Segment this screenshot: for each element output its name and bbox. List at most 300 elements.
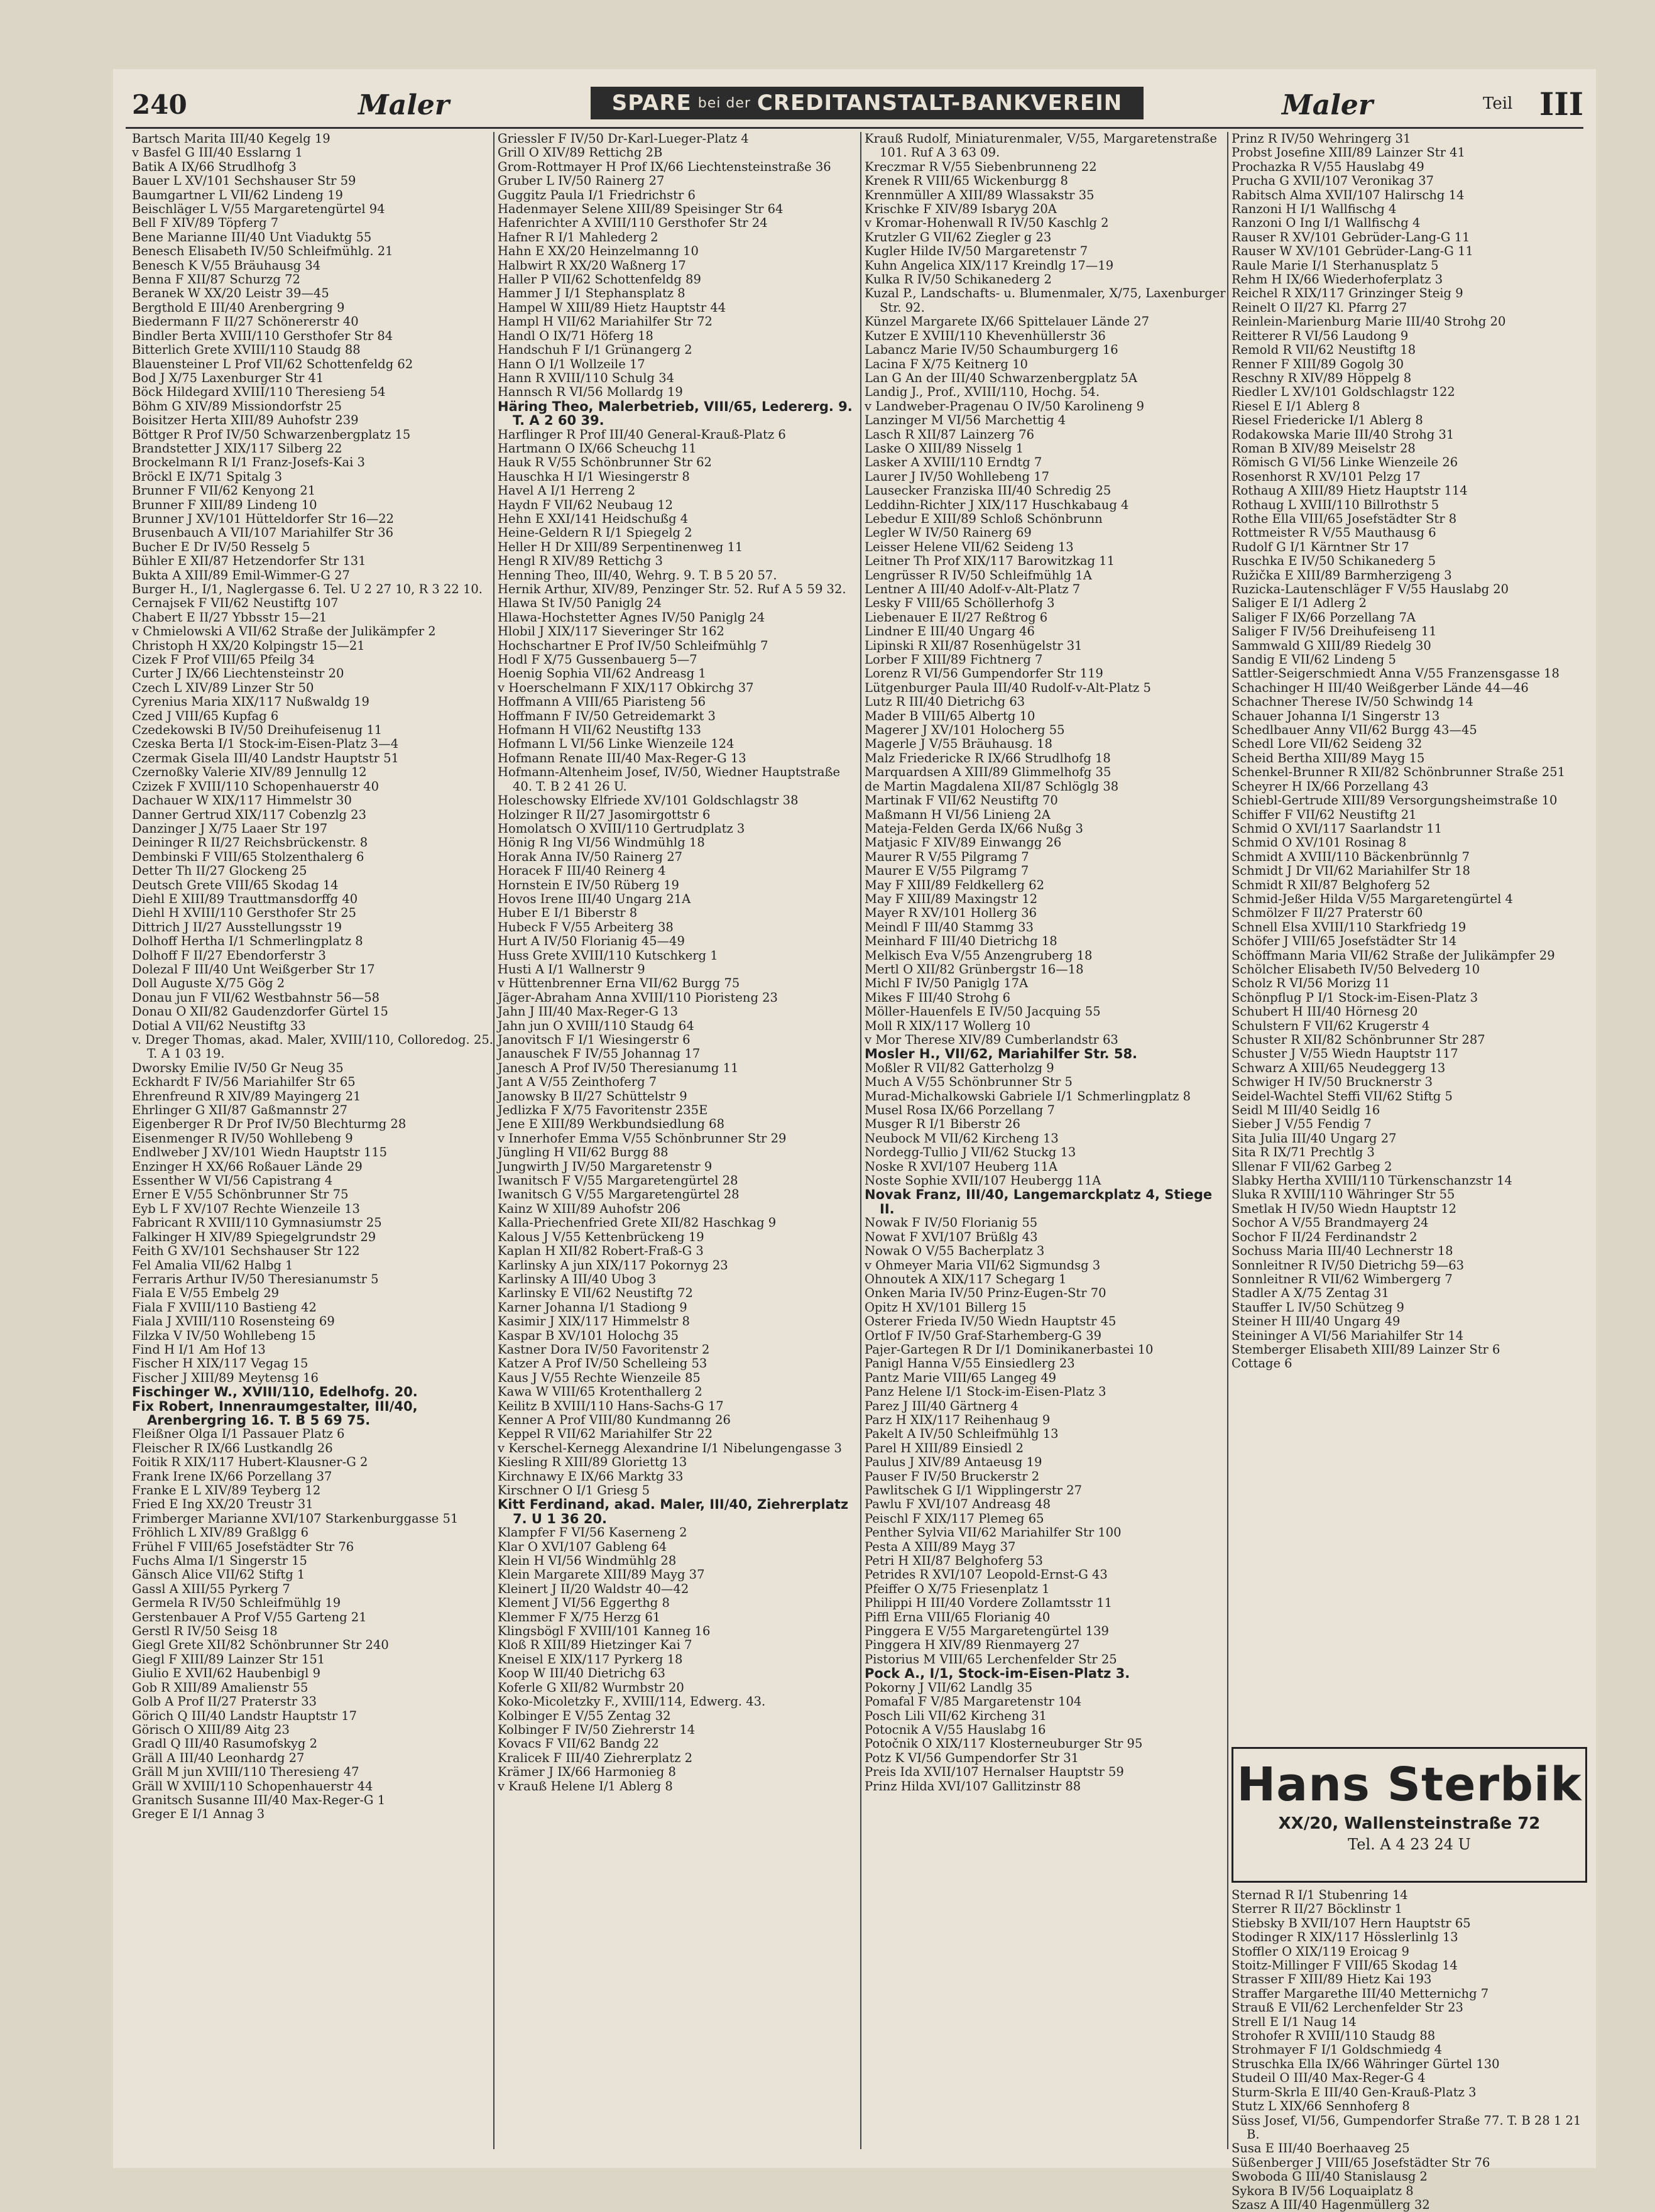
header-rule	[126, 127, 1583, 129]
directory-entry: Giegl F XIII/89 Lainzer Str 151	[132, 1651, 325, 1667]
directory-entry: Ohnoutek A XIX/117 Schegarg 1	[865, 1271, 1067, 1286]
directory-entry: Janesch A Prof IV/50 Theresianumg 11	[498, 1060, 739, 1075]
directory-entry: Eigenberger R Dr Prof IV/50 Blechturmg 28	[132, 1117, 407, 1132]
directory-entry: Preis Ida XVII/107 Hernalser Hauptstr 59	[865, 1765, 1124, 1780]
directory-entry: Maßmann H VI/56 Linieng 2A	[865, 807, 1051, 822]
directory-entry: Boisitzer Herta XIII/89 Auhofstr 239	[132, 413, 359, 428]
directory-entry: Ranzoni H I/1 Wallfischg 4	[1232, 202, 1397, 217]
directory-entry: Rodakowska Marie III/40 Strohg 31	[1232, 427, 1455, 442]
directory-entry: Fried E Ing XX/20 Treustr 31	[132, 1497, 314, 1512]
directory-entry: Lanzinger M VI/56 Marchettig 4	[865, 413, 1066, 428]
directory-entry: Dworsky Emilie IV/50 Gr Neug 35	[132, 1060, 344, 1075]
directory-entry: Diehl E XIII/89 Trauttmansdorffg 40	[132, 891, 358, 906]
directory-entry: Onken Maria IV/50 Prinz-Eugen-Str 70	[865, 1286, 1106, 1301]
directory-entry: Pakelt A IV/50 Schleifmühlg 13	[865, 1426, 1059, 1442]
directory-entry: Reinelt O II/27 Kl. Pfarrg 27	[1232, 300, 1407, 315]
directory-entry: Legler W IV/50 Rainerg 69	[865, 525, 1032, 540]
directory-entry: Hubeck F V/55 Arbeiterg 38	[498, 919, 674, 934]
directory-entry: v Hoerschelmann F XIX/117 Obkirchg 37	[498, 680, 754, 695]
directory-entry: Nordegg-Tullio J VII/62 Stuckg 13	[865, 1145, 1076, 1160]
directory-entry: Osterer Frieda IV/50 Wiedn Hauptstr 45	[865, 1314, 1117, 1329]
directory-entry: Hann O I/1 Wollzeile 17	[498, 356, 645, 371]
directory-entry: Danner Gertrud XIX/117 Cobenzlg 23	[132, 807, 366, 822]
directory-entry: Schmid-Jeßer Hilda V/55 Margaretengürtel 4	[1232, 891, 1513, 906]
directory-entry: Panigl Hanna V/55 Einsiedlerg 23	[865, 1356, 1075, 1371]
directory-entry: Essenther W VI/56 Capistrang 4	[132, 1173, 333, 1188]
directory-entry: Homolatsch O XVIII/110 Gertrudplatz 3	[498, 821, 745, 836]
directory-entry: Bitterlich Grete XVIII/110 Staudg 88	[132, 342, 361, 358]
directory-entry: Grom-Rottmayer H Prof IX/66 Liechtensteinstraße 36	[498, 159, 831, 174]
directory-entry: Schmidt J Dr VII/62 Mariahilfer Str 18	[1232, 863, 1470, 879]
directory-entry: Meinhard F III/40 Dietrichg 18	[865, 934, 1057, 949]
directory-page	[113, 69, 1596, 2212]
directory-entry: Krischke F XIV/89 Isbaryg 20A	[865, 202, 1057, 217]
directory-entry: Bröckl E IX/71 Spitalg 3	[132, 469, 283, 484]
directory-entry: Jedlizka F X/75 Favoritenstr 235E	[498, 1103, 708, 1118]
directory-entry: Sterrer R II/27 Böcklinstr 1	[1232, 1902, 1402, 1917]
directory-entry: Pajer-Gartegen R Dr I/1 Dominikanerbastei 10	[865, 1342, 1154, 1357]
directory-entry: Husti A I/1 Wallnerstr 9	[498, 961, 645, 977]
directory-entry: Foitik R XIX/117 Hubert-Klausner-G 2	[132, 1455, 368, 1470]
directory-entry: Pesta A XIII/89 Mayg 37	[865, 1539, 1016, 1554]
directory-entry: Greger E I/1 Annag 3	[132, 1807, 265, 1822]
directory-entry: Probst Josefine XIII/89 Lainzer Str 41	[1232, 145, 1465, 160]
directory-entry: Hauschka H I/1 Wiesingerstr 8	[498, 469, 690, 484]
directory-entry: Dolhoff F II/27 Ebendorferstr 3	[132, 948, 326, 963]
directory-entry: Sternad R I/1 Stubenring 14	[1232, 1888, 1408, 1902]
directory-entry: Stodinger R XIX/117 Hösslerlinlg 13	[1232, 1930, 1458, 1945]
directory-entry: Leitner Th Prof XIX/117 Barowitzkag 11	[865, 554, 1115, 569]
directory-entry: Magerle J V/55 Bräuhausg. 18	[865, 736, 1052, 752]
directory-entry: Klemmer F X/75 Herzg 61	[498, 1609, 661, 1624]
directory-entry: Maurer E V/55 Pilgramg 7	[865, 863, 1029, 879]
directory-entry: Brusenbauch A VII/107 Mariahilfer Str 36	[132, 525, 394, 540]
directory-entry: Giulio E XVII/62 Haubenbigl 9	[132, 1666, 320, 1681]
directory-entry: Straffer Margarethe III/40 Metternichg 7	[1232, 1986, 1489, 2001]
header-word-right: Maler	[1282, 89, 1374, 121]
directory-entry: Schmidt R XII/87 Belghoferg 52	[1232, 877, 1431, 892]
directory-entry: Rabitsch Alma XVII/107 Halirschg 14	[1232, 187, 1465, 202]
directory-entry: Böhm G XIV/89 Missiondorfstr 25	[132, 398, 342, 413]
banner-word-bank: CREDITANSTALT-BANKVEREIN	[756, 90, 1123, 116]
directory-entry: Stauffer L IV/50 Schützeg 9	[1232, 1300, 1404, 1315]
directory-entry: Stiebsky B XVII/107 Hern Hauptstr 65	[1232, 1915, 1471, 1930]
directory-entry: Schmid O XV/101 Rosinag 8	[1232, 835, 1407, 850]
directory-entry: Lacina F X/75 Keitnerg 10	[865, 356, 1028, 371]
directory-entry: Doll Auguste X/75 Gög 2	[132, 976, 285, 991]
directory-entry: Lipinski R XII/87 Rosenhügelstr 31	[865, 638, 1083, 653]
directory-entry: Fischer J XIII/89 Meytensg 16	[132, 1370, 319, 1385]
directory-entry: Kaplan H XII/82 Robert-Fraß-G 3	[498, 1244, 704, 1259]
directory-entry: Hernik Arthur, XIV/89, Penzinger Str. 52. Ruf A 5 59 32.	[498, 582, 846, 596]
directory-entry: Riesel E I/1 Ablerg 8	[1232, 398, 1360, 413]
directory-entry: Nowak F IV/50 Florianig 55	[865, 1215, 1038, 1230]
directory-entry: Gräll M jun XVIII/110 Theresieng 47	[132, 1765, 359, 1780]
directory-entry: Dachauer W XIX/117 Himmelstr 30	[132, 793, 352, 808]
directory-entry: Heller H Dr XIII/89 Serpentinenweg 11	[498, 539, 743, 554]
directory-entry: Hofmann H VII/62 Neustiftg 133	[498, 723, 701, 738]
directory-entry: Batik A IX/66 Strudlhofg 3	[132, 159, 297, 174]
column-2	[498, 132, 859, 2149]
directory-entry: Falkinger H XIV/89 Spiegelgrundstr 29	[132, 1229, 376, 1244]
directory-entry: Kreczmar R V/55 Siebenbrunneng 22	[865, 159, 1097, 174]
directory-entry: Deutsch Grete VIII/65 Skodag 14	[132, 877, 339, 892]
directory-entry: Jäger-Abraham Anna XVIII/110 Pioristeng 23	[498, 990, 778, 1005]
directory-entry: Mosler H., VII/62, Mariahilfer Str. 58.	[865, 1046, 1138, 1062]
directory-entry: Gerstenbauer A Prof V/55 Garteng 21	[132, 1609, 367, 1624]
directory-entry: Stadler A X/75 Zentag 31	[1232, 1286, 1389, 1301]
directory-entry: Eisenmenger R IV/50 Wohllebeng 9	[132, 1131, 353, 1146]
directory-entry: Kleinert J II/20 Waldstr 40—42	[498, 1581, 689, 1596]
directory-entry: Christoph H XX/20 Kolpingstr 15—21	[132, 638, 365, 653]
directory-entry: Jant A V/55 Zeinthoferg 7	[498, 1075, 657, 1090]
directory-entry: Hlobil J XIX/117 Sieveringer Str 162	[498, 624, 724, 639]
directory-entry: Schwiger H IV/50 Brucknerstr 3	[1232, 1075, 1433, 1090]
directory-entry: Frühel F VIII/65 Josefstädter Str 76	[132, 1539, 354, 1554]
directory-entry: Schuster J V/55 Wiedn Hauptstr 117	[1232, 1046, 1458, 1061]
banner-word-spare: SPARE	[611, 90, 692, 116]
directory-entry: Mateja-Felden Gerda IX/66 Nußg 3	[865, 821, 1083, 836]
directory-entry: Ružička E XIII/89 Barmherzigeng 3	[1232, 567, 1452, 583]
directory-entry: Schedlbauer Anny VII/62 Burgg 43—45	[1232, 723, 1477, 738]
directory-entry: v Innerhofer Emma V/55 Schönbrunner Str 29	[498, 1131, 787, 1146]
directory-entry: Gerstl R IV/50 Seisg 18	[132, 1624, 278, 1639]
directory-entry: Mader B VIII/65 Albertg 10	[865, 708, 1035, 723]
directory-entry: Sochuss Maria III/40 Lechnerstr 18	[1232, 1244, 1453, 1259]
directory-entry: Sochor A V/55 Brandmayerg 24	[1232, 1215, 1429, 1230]
directory-entry: Magerer J XV/101 Holocherg 55	[865, 723, 1065, 738]
directory-entry: Marquardsen A XIII/89 Glimmelhofg 35	[865, 765, 1112, 780]
directory-entry: Deininger R II/27 Reichsbrückenstr. 8	[132, 835, 368, 850]
directory-entry: Benesch Elisabeth IV/50 Schleifmühlg. 21	[132, 244, 393, 259]
directory-entry: Brandstetter J XIX/117 Silberg 22	[132, 441, 342, 456]
directory-entry: Danzinger J X/75 Laaer Str 197	[132, 821, 328, 836]
directory-entry: Bod J X/75 Laxenburger Str 41	[132, 370, 324, 385]
directory-entry: Strohofer R XVIII/110 Staudg 88	[1232, 2029, 1436, 2044]
page-header	[113, 82, 1596, 126]
directory-entry: Sattler-Seigerschmiedt Anna V/55 Franzensgasse 18	[1232, 666, 1559, 681]
directory-entry: Much A V/55 Schönbrunner Str 5	[865, 1075, 1073, 1090]
directory-entry: Schwarz A XIII/65 Neudeggerg 13	[1232, 1060, 1446, 1075]
directory-entry: Schmidt A XVIII/110 Bäckenbrünnlg 7	[1232, 849, 1470, 864]
directory-entry: Dittrich J II/27 Ausstellungsstr 19	[132, 919, 342, 934]
directory-entry: Hoffmann A VIII/65 Piaristeng 56	[498, 694, 706, 709]
directory-entry: Katzer A Prof IV/50 Schelleing 53	[498, 1356, 707, 1371]
directory-entry: Lütgenburger Paula III/40 Rudolf-v-Alt-Platz 5	[865, 680, 1151, 695]
directory-entry: Fischer H XIX/117 Vegag 15	[132, 1356, 309, 1371]
advertising-banner	[591, 87, 1144, 119]
directory-entry: Czeska Berta I/1 Stock-im-Eisen-Platz 3—4	[132, 736, 399, 752]
directory-entry: Hafenrichter A XVIII/110 Gersthofer Str 24	[498, 216, 768, 231]
directory-entry: Noske R XVI/107 Heuberg 11A	[865, 1159, 1057, 1174]
directory-entry: Labancz Marie IV/50 Schaumburgerg 16	[865, 342, 1118, 358]
directory-entry: Hehn E XXI/141 Heidschußg 4	[498, 511, 689, 526]
directory-entry: Frank Irene IX/66 Porzellang 37	[132, 1469, 332, 1484]
directory-entry: Fuchs Alma I/1 Singerstr 15	[132, 1553, 307, 1569]
directory-entry: Hofmann-Altenheim Josef, IV/50, Wiedner Hauptstraße 40. T. B 2 41 26 U.	[498, 765, 841, 794]
directory-entry: Scheyrer H IX/66 Porzellang 43	[1232, 779, 1429, 794]
directory-entry: Sieber J V/55 Fendig 7	[1232, 1117, 1372, 1132]
directory-entry: Kralicek F III/40 Ziehrerplatz 2	[498, 1750, 693, 1765]
directory-entry: Jahn J III/40 Max-Reger-G 13	[498, 1004, 679, 1019]
directory-entry: Erner E V/55 Schönbrunner Str 75	[132, 1187, 349, 1202]
directory-entry: Dolhoff Hertha I/1 Schmerlingplatz 8	[132, 934, 363, 949]
directory-entry: Martinak F VII/62 Neustiftg 70	[865, 793, 1058, 808]
directory-entry: Gänsch Alice VII/62 Stiftg 1	[132, 1567, 305, 1582]
directory-entry: Karlinsky E VII/62 Neustiftg 72	[498, 1286, 693, 1301]
directory-entry: Fröhlich L XIV/89 Graßlgg 6	[132, 1525, 309, 1540]
directory-entry: Raule Marie I/1 Sterhanusplatz 5	[1232, 258, 1439, 273]
directory-entry: Schölcher Elisabeth IV/50 Belvederg 10	[1232, 961, 1480, 977]
directory-entry: Böck Hildegard XVIII/110 Theresieng 54	[132, 385, 386, 400]
directory-entry: Curter J IX/66 Liechtensteinstr 20	[132, 666, 344, 681]
directory-entry: Pfeiffer O X/75 Friesenplatz 1	[865, 1581, 1050, 1596]
directory-entry: Gob R XIII/89 Amalienstr 55	[132, 1680, 309, 1695]
directory-entry: Janauschek F IV/55 Johannag 17	[498, 1046, 701, 1061]
directory-entry: Moßler R VII/82 Gatterholzg 9	[865, 1060, 1054, 1075]
directory-entry: Kirchnawy E IX/66 Marktg 33	[498, 1469, 684, 1484]
directory-entry: Peischl F XIX/117 Plemeg 65	[865, 1511, 1044, 1526]
directory-entry: Donau O XII/82 Gaudenzdorfer Gürtel 15	[132, 1004, 388, 1019]
directory-entry: Kneisel E XIX/117 Pyrkerg 18	[498, 1651, 683, 1667]
directory-entry: Böttger R Prof IV/50 Schwarzenbergplatz 15	[132, 427, 411, 442]
directory-entry: Süßenberger J VIII/65 Josefstädter Str 76	[1232, 2155, 1490, 2170]
directory-entry: Remold R VII/62 Neustiftg 18	[1232, 342, 1416, 358]
directory-entry: Lesky F VIII/65 Schöllerhofg 3	[865, 596, 1055, 611]
directory-entry: Potočnik O XIX/117 Klosterneuburger Str 95	[865, 1736, 1143, 1751]
directory-entry: Hochschartner E Prof IV/50 Schleifmühlg 7	[498, 638, 768, 653]
directory-entry: Germela R IV/50 Schleifmühlg 19	[132, 1596, 341, 1611]
directory-entry: Pantz Marie VIII/65 Langeg 49	[865, 1370, 1057, 1385]
column-divider	[1227, 132, 1228, 2149]
directory-entry: Kalla-Priechenfried Grete XII/82 Haschkag 9	[498, 1215, 777, 1230]
directory-entry: Fleißner Olga I/1 Passauer Platz 6	[132, 1426, 345, 1442]
directory-entry: Kastner Dora IV/50 Favoritenstr 2	[498, 1342, 710, 1357]
directory-entry: Posch Lili VII/62 Kircheng 31	[865, 1708, 1047, 1723]
directory-entry: Ruschka E IV/50 Schikanederg 5	[1232, 554, 1436, 569]
directory-entry: Prinz R IV/50 Wehringerg 31	[1232, 131, 1411, 146]
directory-entry: Brunner F VII/62 Kenyong 21	[132, 483, 316, 498]
directory-entry: Schmid O XVI/117 Saarlandstr 11	[1232, 821, 1443, 836]
directory-entry: Schedl Lore VII/62 Seideng 32	[1232, 736, 1423, 752]
directory-entry: Saliger E I/1 Adlerg 2	[1232, 596, 1367, 611]
directory-entry: Prucha G XVII/107 Veronikag 37	[1232, 173, 1434, 189]
directory-entry: Find H I/1 Am Hof 13	[132, 1342, 266, 1357]
directory-entry: Bühler E XII/87 Hetzendorfer Str 131	[132, 554, 366, 569]
directory-entry: Griessler F IV/50 Dr-Karl-Lueger-Platz 4	[498, 131, 749, 146]
directory-entry: Studeil O III/40 Max-Reger-G 4	[1232, 2071, 1426, 2086]
ad-address: XX/20, Wallensteinstraße 72	[1278, 1814, 1541, 1833]
directory-entry: Slabky Hertha XVIII/110 Türkenschanzstr 14	[1232, 1173, 1512, 1188]
directory-entry: Maurer R V/55 Pilgramg 7	[865, 849, 1029, 864]
directory-entry: Parel H XIII/89 Einsiedl 2	[865, 1440, 1024, 1455]
directory-entry: May F XIII/89 Maxingstr 12	[865, 891, 1038, 906]
sterbik-advertisement	[1232, 1747, 1587, 1883]
directory-entry: Strohmayer F I/1 Goldschmiedg 4	[1232, 2042, 1442, 2057]
directory-entry: Havel A I/1 Herreng 2	[498, 483, 636, 498]
directory-entry: Handschuh F I/1 Grünangerg 2	[498, 342, 692, 358]
directory-entry: Paulus J XIV/89 Antaeusg 19	[865, 1455, 1042, 1470]
directory-entry: Beranek W XX/20 Leistr 39—45	[132, 286, 329, 301]
directory-entry: Czech L XIV/89 Linzer Str 50	[132, 680, 314, 695]
directory-entry: Steiner H III/40 Ungarg 49	[1232, 1314, 1401, 1329]
directory-entry: Granitsch Susanne III/40 Max-Reger-G 1	[132, 1792, 386, 1807]
directory-entry: Scholz R VI/56 Morizg 11	[1232, 976, 1390, 991]
directory-entry: Mertl O XII/82 Grünbergstr 16—18	[865, 961, 1084, 977]
directory-entry: Lan G An der III/40 Schwarzenbergplatz 5A	[865, 370, 1137, 385]
directory-entry: Hampl H VII/62 Mariahilfer Str 72	[498, 314, 713, 329]
directory-entry: Görisch O XIII/89 Aitg 23	[132, 1722, 290, 1737]
directory-entry: Pauser F IV/50 Bruckerstr 2	[865, 1469, 1040, 1484]
directory-entry: Gräll A III/40 Leonhardg 27	[132, 1750, 305, 1765]
column-4	[1232, 132, 1583, 1741]
ad-telephone: Tel. A 4 23 24 U	[1348, 1836, 1471, 1853]
directory-entry: Moll R XIX/117 Wollerg 10	[865, 1018, 1031, 1033]
directory-entry: Strauß E VII/62 Lerchenfelder Str 23	[1232, 2000, 1463, 2015]
directory-entry: Penther Sylvia VII/62 Mariahilfer Str 100	[865, 1525, 1122, 1540]
directory-entry: Bergthold E III/40 Arenbergring 9	[132, 300, 345, 315]
directory-entry: Pinggera H XIV/89 Rienmayerg 27	[865, 1638, 1080, 1653]
directory-entry: Bauer L XV/101 Sechshauser Str 59	[132, 173, 356, 189]
directory-entry: Mikes F III/40 Strohg 6	[865, 990, 1011, 1005]
directory-entry: Leddihn-Richter J XIX/117 Huschkabaug 4	[865, 497, 1129, 512]
directory-entry: Bartsch Marita III/40 Kegelg 19	[132, 131, 330, 146]
directory-entry: Opitz H XV/101 Billerg 15	[865, 1300, 1027, 1315]
directory-entry: Hannsch R VI/56 Mollardg 19	[498, 385, 683, 400]
header-word-left: Maler	[358, 89, 450, 121]
directory-entry: Benesch K V/55 Bräuhausg 34	[132, 258, 321, 273]
page-number: 240	[132, 89, 187, 120]
directory-entry: v Basfel G III/40 Esslarng 1	[132, 145, 303, 160]
directory-entry: Halbwirt R XX/20 Waßnerg 17	[498, 258, 686, 273]
directory-entry: Schöfer J VIII/65 Josefstädter Str 14	[1232, 934, 1457, 949]
directory-entry: Philippi H III/40 Vordere Zollamtsstr 11	[865, 1596, 1113, 1611]
directory-entry: Hann R XVIII/110 Schulg 34	[498, 370, 675, 385]
directory-entry: Rothaug A XIII/89 Hietz Hauptstr 114	[1232, 483, 1468, 498]
directory-entry: Schenkel-Brunner R XII/82 Schönbrunner Straße 251	[1232, 765, 1566, 780]
directory-entry: Reschny R XIV/89 Höppelg 8	[1232, 370, 1412, 385]
directory-entry: Guggitz Paula I/1 Friedrichstr 6	[498, 187, 696, 202]
directory-entry: Sita R IX/71 Prechtlg 3	[1232, 1145, 1375, 1160]
directory-entry: Eyb L F XV/107 Rechte Wienzeile 13	[132, 1201, 360, 1216]
directory-entry: Hodl F X/75 Gussenbauerg 5—7	[498, 652, 697, 667]
directory-entry: Kaspar B XV/101 Holochg 35	[498, 1328, 679, 1343]
directory-entry: Czernoßky Valerie XIV/89 Jennullg 12	[132, 765, 367, 780]
directory-entry: Huss Grete XVIII/110 Kutschkerg 1	[498, 948, 718, 963]
directory-entry: Murad-Michalkowski Gabriele I/1 Schmerlingplatz 8	[865, 1088, 1191, 1103]
directory-entry: Cizek F Prof VIII/65 Pfeilg 34	[132, 652, 315, 667]
directory-entry: Novak Franz, III/40, Langemarckplatz 4, Stiege II.	[865, 1187, 1213, 1217]
directory-entry: Römisch G VI/56 Linke Wienzeile 26	[1232, 455, 1458, 470]
directory-entry: Klar O XVI/107 Gableng 64	[498, 1539, 667, 1554]
directory-entry: Kulka R IV/50 Schikanederg 2	[865, 272, 1052, 287]
directory-entry: Jüngling H VII/62 Burgg 88	[498, 1145, 669, 1160]
directory-entry: Handl O IX/71 Höferg 18	[498, 328, 653, 343]
directory-entry: v. Dreger Thomas, akad. Maler, XVIII/110, Colloredog. 25. T. A 1 03 19.	[132, 1032, 493, 1061]
directory-entry: Parz H XIX/117 Reihenhaug 9	[865, 1412, 1051, 1427]
directory-entry: Susa E III/40 Boerhaaveg 25	[1232, 2141, 1410, 2156]
directory-entry: Kolbinger F IV/50 Ziehrerstr 14	[498, 1722, 696, 1737]
directory-entry: Kitt Ferdinand, akad. Maler, III/40, Ziehrerplatz 7. U 1 36 20.	[498, 1497, 849, 1526]
directory-entry: Fischinger W., XVIII/110, Edelhofg. 20.	[132, 1384, 418, 1400]
directory-entry: Schöffmann Maria VII/62 Straße der Julikämpfer 29	[1232, 948, 1555, 963]
directory-entry: Janowsky B II/27 Schüttelstr 9	[498, 1088, 687, 1103]
directory-entry: Eckhardt F IV/56 Mariahilfer Str 65	[132, 1075, 356, 1090]
directory-entry: v Mor Therese XIV/89 Cumberlandstr 63	[865, 1032, 1118, 1047]
directory-entry: Fiala F XVIII/110 Bastieng 42	[132, 1300, 317, 1315]
directory-entry: Donau jun F VII/62 Westbahnstr 56—58	[132, 990, 380, 1005]
directory-entry: Schönpflug P I/1 Stock-im-Eisen-Platz 3	[1232, 990, 1478, 1005]
directory-entry: Stemberger Elisabeth XIII/89 Lainzer Str 6	[1232, 1342, 1500, 1357]
directory-entry: Fiala E V/55 Embelg 29	[132, 1286, 280, 1301]
directory-entry: Hornstein E IV/50 Rüberg 19	[498, 877, 679, 892]
directory-entry: Endlweber J XV/101 Wiedn Hauptstr 115	[132, 1145, 388, 1160]
directory-entry: Frimberger Marianne XVI/107 Starkenburggasse 51	[132, 1511, 459, 1526]
directory-entry: Lorenz R VI/56 Gumpendorfer Str 119	[865, 666, 1103, 681]
directory-entry: Golb A Prof II/27 Praterstr 33	[132, 1694, 317, 1709]
directory-entry: Rosenhorst R XV/101 Pelzg 17	[1232, 469, 1421, 484]
directory-entry: Saliger F IV/56 Dreihufeiseng 11	[1232, 624, 1437, 639]
directory-entry: Gräll W XVIII/110 Schopenhauerstr 44	[132, 1778, 373, 1793]
directory-entry: Lengrüsser R IV/50 Schleifmühlg 1A	[865, 567, 1092, 583]
directory-entry: Filzka V IV/50 Wohllebeng 15	[132, 1328, 316, 1343]
directory-entry: Pock A., I/1, Stock-im-Eisen-Platz 3.	[865, 1666, 1130, 1682]
directory-entry: v Krauß Helene I/1 Ablerg 8	[498, 1778, 673, 1793]
directory-entry: Iwanitsch F V/55 Margaretengürtel 28	[498, 1173, 738, 1188]
directory-entry: Sonnleitner R IV/50 Dietrichg 59—63	[1232, 1257, 1465, 1273]
directory-entry: Hahn E XX/20 Heinzelmanng 10	[498, 244, 699, 259]
directory-entry: Michl F IV/50 Paniglg 17A	[865, 976, 1029, 991]
directory-entry: Ehrlinger G XII/87 Gaßmannstr 27	[132, 1103, 347, 1118]
directory-entry: Holzinger R II/27 Jasomirgottstr 6	[498, 807, 711, 822]
directory-entry: Koferle G XII/82 Wurmbstr 20	[498, 1680, 684, 1695]
directory-entry: Kovacs F VII/62 Bandg 22	[498, 1736, 659, 1751]
directory-entry: Seidel-Wachtel Steffi VII/62 Stiftg 5	[1232, 1088, 1453, 1103]
directory-entry: Holeschowsky Elfriede XV/101 Goldschlagstr 38	[498, 793, 799, 808]
directory-entry: Cottage 6	[1232, 1356, 1292, 1371]
directory-entry: v Kerschel-Kernegg Alexandrine I/1 Nibelungengasse 3	[498, 1440, 842, 1455]
directory-entry: Krutzler G VII/62 Ziegler g 23	[865, 229, 1052, 244]
directory-entry: Fel Amalia VII/62 Halbg 1	[132, 1257, 293, 1273]
directory-entry: Rauser W XV/101 Gebrüder-Lang-G 11	[1232, 244, 1473, 259]
directory-entry: Haydn F VII/62 Neubaug 12	[498, 497, 674, 512]
directory-entry: May F XIII/89 Feldkellerg 62	[865, 877, 1045, 892]
directory-entry: Strasser F XIII/89 Hietz Kai 193	[1232, 1972, 1432, 1987]
directory-entry: Krämer J IX/66 Harmonieg 8	[498, 1765, 676, 1780]
directory-entry: Renner F XIII/89 Gogolg 30	[1232, 356, 1404, 371]
directory-entry: Landig J., Prof., XVIII/110, Hochg. 54.	[865, 385, 1100, 400]
directory-entry: Meindl F III/40 Stammg 33	[865, 919, 1034, 934]
directory-entry: Lorber F XIII/89 Fichtnerg 7	[865, 652, 1043, 667]
directory-entry: Haller P VII/62 Schottenfeldg 89	[498, 272, 701, 287]
directory-entry: Parez J III/40 Gärtnerg 4	[865, 1398, 1019, 1413]
directory-entry: Sturm-Skrla E III/40 Gen-Krauß-Platz 3	[1232, 2084, 1477, 2100]
directory-entry: Roman B XIV/89 Meiselstr 28	[1232, 441, 1416, 456]
directory-entry: Schmölzer F II/27 Praterstr 60	[1232, 906, 1423, 921]
directory-entry: Hofmann Renate III/40 Max-Reger-G 13	[498, 750, 746, 765]
directory-entry: Klampfer F VI/56 Kaserneng 2	[498, 1525, 687, 1540]
directory-entry: Reitterer R VI/56 Laudong 9	[1232, 328, 1409, 343]
directory-entry: Hadenmayer Selene XIII/89 Speisinger Str 64	[498, 202, 784, 217]
directory-entry: Kasimir J XIX/117 Himmelstr 8	[498, 1314, 690, 1329]
directory-entry: Sandig E VII/62 Lindeng 5	[1232, 652, 1396, 667]
directory-entry: Pomafal F V/85 Margaretenstr 104	[865, 1694, 1082, 1709]
directory-entry: Saliger F IX/66 Porzellang 7A	[1232, 610, 1416, 625]
directory-entry: Pokorny J VII/62 Landlg 35	[865, 1680, 1033, 1695]
directory-entry: Janovitsch F I/1 Wiesingerstr 6	[498, 1032, 691, 1047]
directory-entry: Künzel Margarete IX/66 Spittelauer Lände 27	[865, 314, 1150, 329]
directory-entry: Hlawa St IV/50 Paniglg 24	[498, 596, 662, 611]
